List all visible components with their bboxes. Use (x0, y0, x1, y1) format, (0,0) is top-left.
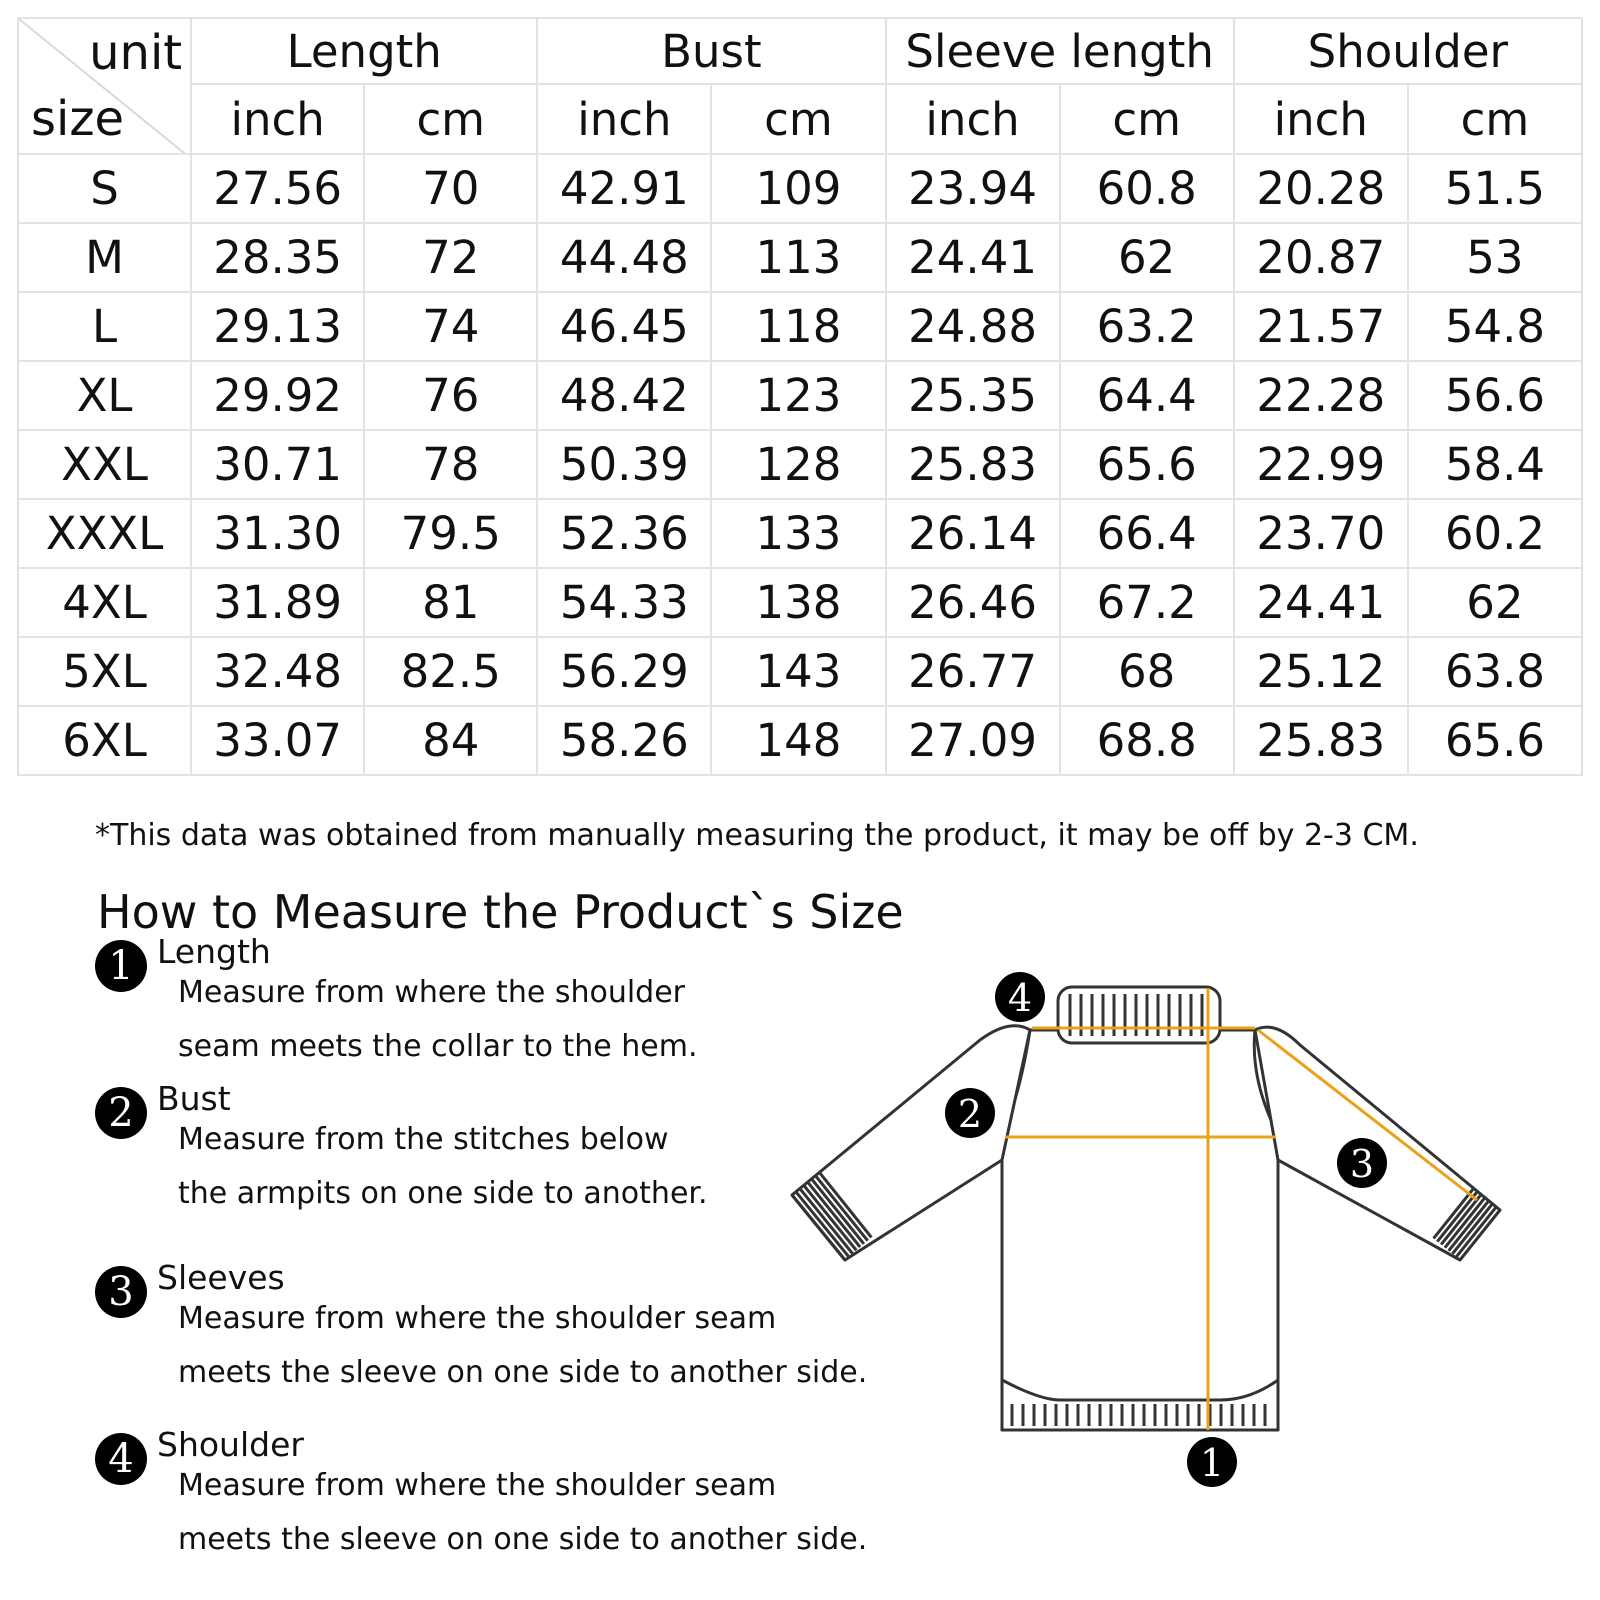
step-description (178, 1113, 708, 1221)
group-header: Bust (537, 18, 885, 84)
marker-1-label: 1 (1199, 1441, 1225, 1485)
header-row-units (18, 84, 1582, 154)
value-cell: 22.99 (1234, 430, 1408, 499)
value-cell: 27.09 (886, 706, 1060, 775)
step-description-line: meets the sleeve on one side to another side. (178, 1522, 868, 1557)
value-cell: 29.13 (191, 292, 364, 361)
size-cell: S (18, 154, 191, 223)
marker-2-label: 2 (957, 1092, 983, 1136)
value-cell: 48.42 (537, 361, 711, 430)
size-cell: 4XL (18, 568, 191, 637)
size-chart-table (17, 17, 1583, 776)
size-cell: XXL (18, 430, 191, 499)
value-cell: 23.94 (886, 154, 1060, 223)
value-cell: 29.92 (191, 361, 364, 430)
value-cell: 54.8 (1408, 292, 1582, 361)
table-row (18, 637, 1582, 706)
marker-3-label: 3 (1349, 1142, 1375, 1186)
unit-subheader: inch (537, 84, 711, 154)
value-cell: 65.6 (1060, 430, 1234, 499)
step-description-line: Measure from where the shoulder (178, 975, 686, 1010)
step-description-line: the armpits on one side to another. (178, 1176, 708, 1211)
value-cell: 113 (711, 223, 885, 292)
size-label: size (31, 91, 125, 147)
value-cell: 27.56 (191, 154, 364, 223)
value-cell: 26.46 (886, 568, 1060, 637)
value-cell: 56.6 (1408, 361, 1582, 430)
value-cell: 78 (364, 430, 537, 499)
value-cell: 20.87 (1234, 223, 1408, 292)
value-cell: 25.12 (1234, 637, 1408, 706)
value-cell: 58.4 (1408, 430, 1582, 499)
table-row (18, 292, 1582, 361)
step-description-line: Measure from where the shoulder seam (178, 1468, 777, 1503)
table-row (18, 430, 1582, 499)
value-cell: 44.48 (537, 223, 711, 292)
value-cell: 42.91 (537, 154, 711, 223)
value-cell: 60.2 (1408, 499, 1582, 568)
table-row (18, 223, 1582, 292)
unit-subheader: inch (1234, 84, 1408, 154)
value-cell: 138 (711, 568, 885, 637)
table-row (18, 499, 1582, 568)
value-cell: 60.8 (1060, 154, 1234, 223)
marker-4-label: 4 (1007, 976, 1033, 1020)
unit-subheader: inch (886, 84, 1060, 154)
table-row (18, 154, 1582, 223)
value-cell: 25.83 (886, 430, 1060, 499)
value-cell: 133 (711, 499, 885, 568)
value-cell: 23.70 (1234, 499, 1408, 568)
howto-title: How to Measure the Product`s Size (97, 885, 904, 939)
value-cell: 72 (364, 223, 537, 292)
step-number-badge: 2 (95, 1087, 147, 1139)
value-cell: 24.41 (1234, 568, 1408, 637)
value-cell: 76 (364, 361, 537, 430)
value-cell: 25.83 (1234, 706, 1408, 775)
value-cell: 70 (364, 154, 537, 223)
unit-label: unit (89, 25, 183, 81)
value-cell: 22.28 (1234, 361, 1408, 430)
value-cell: 74 (364, 292, 537, 361)
value-cell: 143 (711, 637, 885, 706)
value-cell: 63.8 (1408, 637, 1582, 706)
value-cell: 123 (711, 361, 885, 430)
value-cell: 79.5 (364, 499, 537, 568)
sweater-body (1002, 1030, 1278, 1430)
value-cell: 148 (711, 706, 885, 775)
size-cell: 6XL (18, 706, 191, 775)
value-cell: 128 (711, 430, 885, 499)
size-cell: XL (18, 361, 191, 430)
step-number-badge: 4 (95, 1433, 147, 1485)
value-cell: 67.2 (1060, 568, 1234, 637)
value-cell: 26.14 (886, 499, 1060, 568)
step-description-line: seam meets the collar to the hem. (178, 1029, 698, 1064)
step-description-line: meets the sleeve on one side to another side. (178, 1355, 868, 1390)
size-cell: XXXL (18, 499, 191, 568)
value-cell: 33.07 (191, 706, 364, 775)
step-description-line: Measure from the stitches below (178, 1122, 669, 1157)
header-row-groups (18, 18, 1582, 84)
group-header: Shoulder (1234, 18, 1582, 84)
table-row (18, 568, 1582, 637)
group-header: Length (191, 18, 537, 84)
size-cell: L (18, 292, 191, 361)
unit-subheader: cm (711, 84, 885, 154)
value-cell: 68 (1060, 637, 1234, 706)
value-cell: 58.26 (537, 706, 711, 775)
table-row (18, 361, 1582, 430)
value-cell: 62 (1408, 568, 1582, 637)
value-cell: 24.41 (886, 223, 1060, 292)
value-cell: 24.88 (886, 292, 1060, 361)
size-cell: M (18, 223, 191, 292)
group-header: Sleeve length (886, 18, 1234, 84)
value-cell: 56.29 (537, 637, 711, 706)
value-cell: 81 (364, 568, 537, 637)
value-cell: 109 (711, 154, 885, 223)
value-cell: 50.39 (537, 430, 711, 499)
value-cell: 32.48 (191, 637, 364, 706)
step-description (178, 966, 698, 1074)
unit-subheader: cm (1060, 84, 1234, 154)
value-cell: 51.5 (1408, 154, 1582, 223)
value-cell: 82.5 (364, 637, 537, 706)
step-title: Length (157, 932, 271, 971)
size-cell: 5XL (18, 637, 191, 706)
value-cell: 66.4 (1060, 499, 1234, 568)
measurement-note: *This data was obtained from manually measuring the product, it may be off by 2-3 CM. (95, 818, 1419, 853)
unit-subheader: cm (364, 84, 537, 154)
value-cell: 62 (1060, 223, 1234, 292)
value-cell: 53 (1408, 223, 1582, 292)
value-cell: 64.4 (1060, 361, 1234, 430)
corner-header (18, 18, 191, 154)
step-description-line: Measure from where the shoulder seam (178, 1301, 777, 1336)
step-number-badge: 1 (95, 940, 147, 992)
step-title: Bust (157, 1079, 231, 1118)
value-cell: 52.36 (537, 499, 711, 568)
step-title: Sleeves (157, 1258, 285, 1297)
value-cell: 31.30 (191, 499, 364, 568)
step-number-badge: 3 (95, 1266, 147, 1318)
value-cell: 25.35 (886, 361, 1060, 430)
value-cell: 118 (711, 292, 885, 361)
sweater-outline (792, 987, 1500, 1430)
value-cell: 84 (364, 706, 537, 775)
unit-subheader: cm (1408, 84, 1582, 154)
value-cell: 28.35 (191, 223, 364, 292)
value-cell: 65.6 (1408, 706, 1582, 775)
value-cell: 46.45 (537, 292, 711, 361)
sweater-diagram (740, 960, 1520, 1520)
value-cell: 26.77 (886, 637, 1060, 706)
value-cell: 63.2 (1060, 292, 1234, 361)
value-cell: 20.28 (1234, 154, 1408, 223)
step-title: Shoulder (157, 1425, 304, 1464)
table-row (18, 706, 1582, 775)
unit-subheader: inch (191, 84, 364, 154)
value-cell: 54.33 (537, 568, 711, 637)
value-cell: 30.71 (191, 430, 364, 499)
value-cell: 21.57 (1234, 292, 1408, 361)
value-cell: 68.8 (1060, 706, 1234, 775)
value-cell: 31.89 (191, 568, 364, 637)
